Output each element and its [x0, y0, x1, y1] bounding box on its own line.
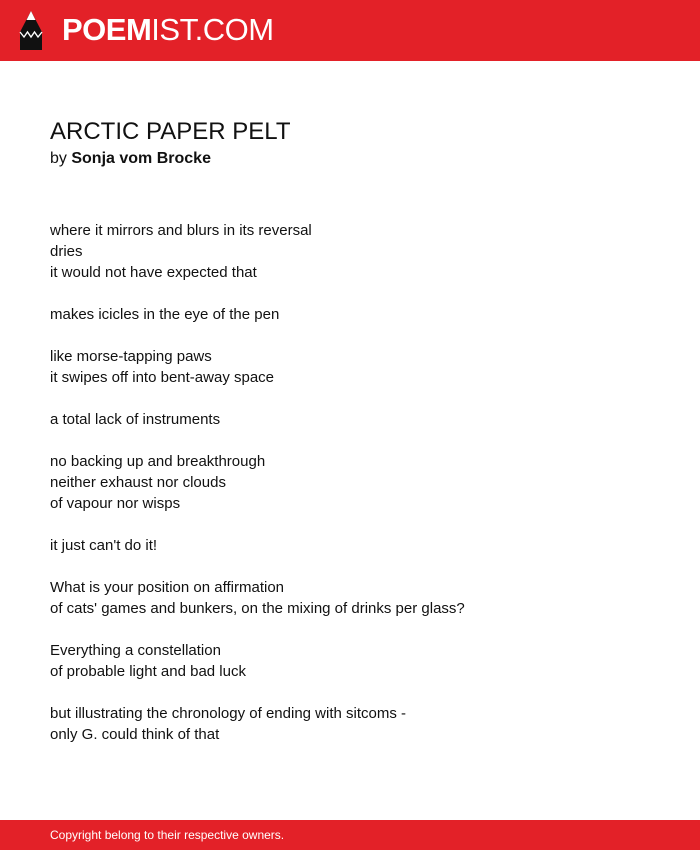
poem-line: neither exhaust nor clouds — [50, 474, 226, 491]
poem-byline — [50, 148, 670, 170]
poem-line: a total lack of instruments — [50, 411, 221, 428]
poem-stanza — [50, 577, 670, 619]
poem-line: only G. could think of that — [50, 726, 220, 743]
poem-stanza — [50, 640, 670, 682]
by-label: by — [50, 150, 67, 167]
poem-line: of probable light and bad luck — [50, 663, 246, 680]
poem-stanza — [50, 346, 670, 388]
poem-container — [50, 117, 670, 766]
poem-stanza — [50, 304, 670, 325]
poem-line: Everything a constellation — [50, 642, 221, 659]
poem-line: like morse-tapping paws — [50, 348, 212, 365]
logo-light-text: IST.COM — [151, 12, 274, 47]
logo-bold-text: POEM — [62, 12, 152, 47]
poem-title: ARCTIC PAPER PELT — [50, 118, 291, 145]
poem-line: of cats' games and bunkers, on the mixing of drinks per glass? — [50, 600, 465, 617]
poem-stanza — [50, 409, 670, 430]
poem-line: but illustrating the chronology of ending with sitcoms - — [50, 705, 407, 722]
poem-line: no backing up and breakthrough — [50, 453, 266, 470]
site-header — [0, 0, 700, 61]
poem-line: dries — [50, 243, 83, 260]
poem-line: What is your position on affirmation — [50, 579, 285, 596]
poem-stanza — [50, 703, 670, 745]
pencil-icon[interactable] — [18, 10, 44, 51]
poem-line: of vapour nor wisps — [50, 495, 181, 512]
poem-stanza — [50, 220, 670, 283]
site-footer — [0, 820, 700, 850]
poem-line: it would not have expected that — [50, 264, 257, 281]
poem-line: it just can't do it! — [50, 537, 158, 554]
site-logo[interactable] — [62, 12, 274, 48]
poem-line: it swipes off into bent-away space — [50, 369, 275, 386]
poem-stanza — [50, 535, 670, 556]
poem-stanza — [50, 451, 670, 514]
poem-author[interactable]: Sonja vom Brocke — [71, 150, 211, 167]
poem-line: where it mirrors and blurs in its reversal — [50, 222, 312, 239]
poem-line: makes icicles in the eye of the pen — [50, 306, 280, 323]
copyright-text: Copyright belong to their respective owners. — [50, 828, 285, 842]
poem-body — [50, 220, 670, 745]
